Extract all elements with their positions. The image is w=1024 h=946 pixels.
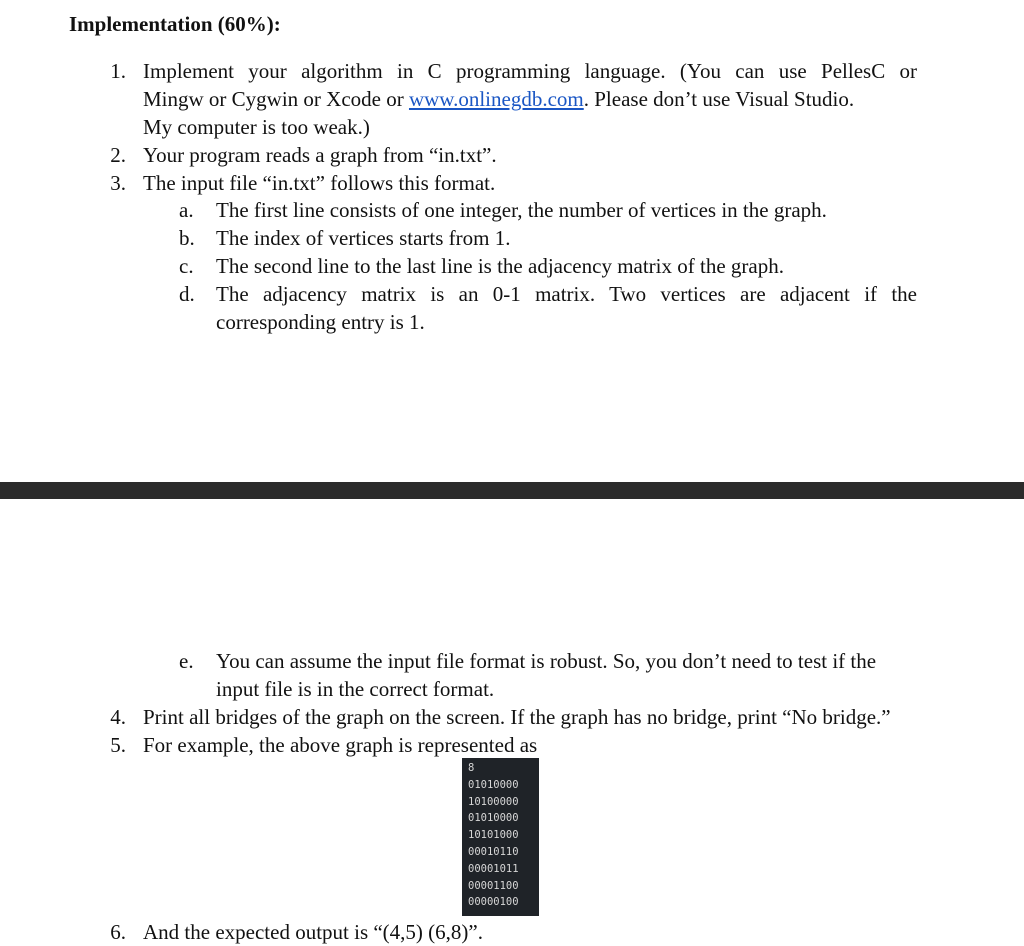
code-line: 10100000 — [468, 795, 519, 808]
subitem-b-text: The index of vertices starts from 1. — [216, 226, 511, 250]
item-1-line-2 — [143, 87, 917, 112]
subitem-e-line-2: input file is in the correct format. — [216, 677, 495, 701]
section-heading: Implementation (60%): — [69, 12, 281, 36]
subitem-c-label: c. — [179, 254, 194, 278]
item-2-number: 2. — [110, 143, 126, 167]
subitem-a-text: The first line consists of one integer, the number of vertices in the graph. — [216, 198, 827, 222]
item-3-number: 3. — [110, 171, 126, 195]
subitem-d-line-1: The adjacency matrix is an 0-1 matrix. Two vertices are adjacent if the — [216, 282, 917, 306]
item-6-number: 6. — [110, 920, 126, 944]
code-line: 8 — [468, 762, 475, 774]
onlinegdb-link[interactable]: www.onlinegdb.com — [408, 87, 584, 111]
code-line: 10101000 — [468, 829, 519, 842]
subitem-b-label: b. — [179, 226, 195, 250]
code-line: 00001011 — [468, 862, 519, 875]
item-3-text: The input file “in.txt” follows this format. — [143, 171, 496, 195]
item-6-text: And the expected output is “(4,5) (6,8)”. — [143, 920, 483, 944]
item-1-line-3: My computer is too weak.) — [143, 115, 370, 139]
item-1-number: 1. — [110, 59, 126, 83]
item-5-number: 5. — [110, 733, 126, 757]
item-1-line-1: Implement your algorithm in C programming language. (You can use PellesC or — [143, 59, 917, 83]
subitem-e-line-1: You can assume the input file format is robust. So, you don’t need to test if the — [216, 649, 877, 673]
subitem-c-text: The second line to the last line is the adjacency matrix of the graph. — [216, 254, 784, 278]
example-input-code-block — [462, 758, 539, 916]
item-5-text: For example, the above graph is represented as — [143, 733, 538, 757]
subitem-d-label: d. — [179, 282, 195, 306]
item-4-text: Print all bridges of the graph on the screen. If the graph has no bridge, print “No bridge.” — [143, 705, 891, 729]
code-line: 00000100 — [468, 896, 519, 909]
item-1-text-before-link: Mingw or Cygwin or Xcode or — [143, 87, 409, 111]
item-1-text-after-link: . Please don’t use Visual Studio. — [583, 87, 855, 111]
subitem-d-line-2: corresponding entry is 1. — [216, 310, 425, 334]
subitem-e-label: e. — [179, 649, 194, 673]
page-divider — [0, 482, 1024, 499]
item-2-text: Your program reads a graph from “in.txt”. — [143, 143, 497, 167]
code-line: 00001100 — [468, 879, 519, 892]
code-line: 00010110 — [468, 845, 519, 858]
item-4-number: 4. — [110, 705, 126, 729]
code-line: 01010000 — [468, 812, 519, 825]
code-line: 01010000 — [468, 778, 519, 791]
subitem-a-label: a. — [179, 198, 194, 222]
